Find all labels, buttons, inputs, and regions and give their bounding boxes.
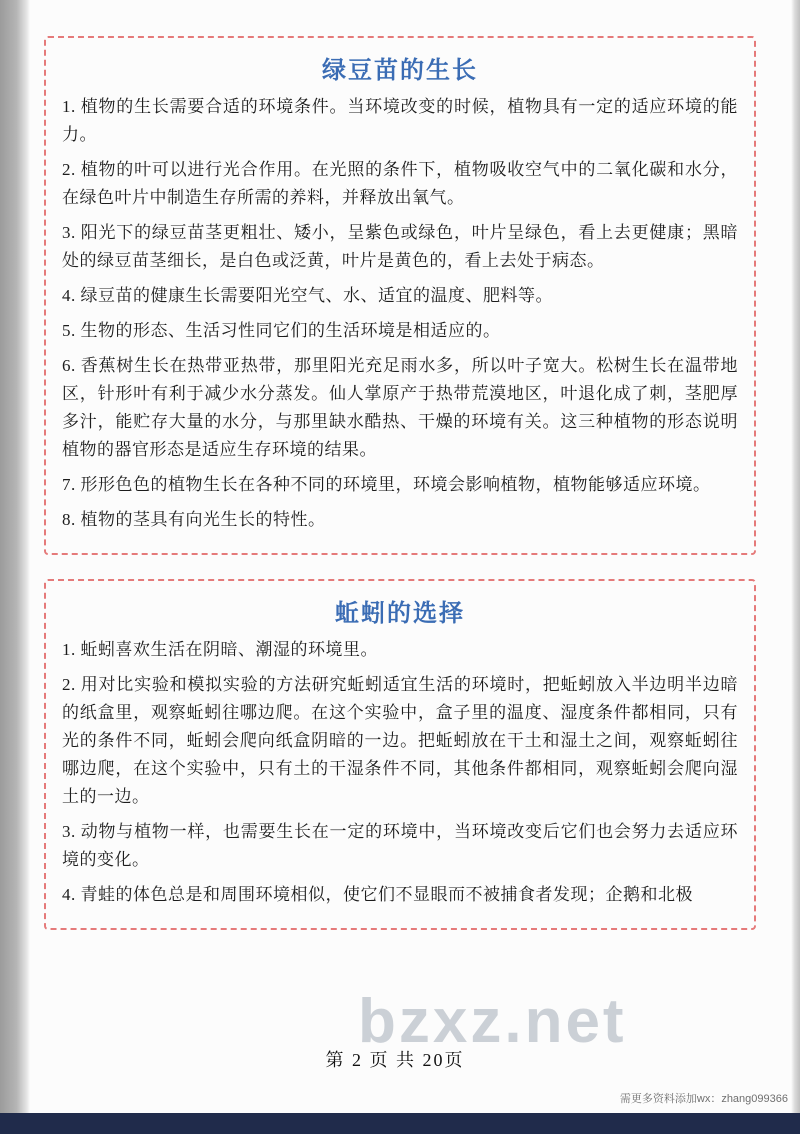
note-item: 5. 生物的形态、生活习性同它们的生活环境是相适应的。	[62, 321, 501, 340]
note-item: 3. 阳光下的绿豆苗茎更粗壮、矮小，呈紫色或绿色，叶片呈绿色，看上去更健康；黑暗处的绿豆苗茎细长，是白色或泛黄，叶片是黄色的，看上去处于病态。	[62, 223, 738, 270]
note-item: 7. 形形色色的植物生长在各种不同的环境里，环境会影响植物，植物能够适应环境。	[62, 475, 711, 494]
note-item: 2. 用对比实验和模拟实验的方法研究蚯蚓适宜生活的环境时，把蚯蚓放入半边明半边暗的纸盒里，观察蚯蚓往哪边爬。在这个实验中，盒子里的温度、湿度条件都相同，只有光的条件不同，蚯蚓会爬向纸盒阴暗的一边。把蚯蚓放在干土和湿土之间，观察蚯蚓往哪边爬，在这个实验中，只有土的干湿条件不同，其他条件都相同，观察蚯蚓会爬向湿土的一边。	[62, 675, 738, 806]
watermark: bzxz.net	[358, 987, 627, 1056]
note-item: 4. 青蛙的体色总是和周围环境相似，使它们不显眼而不被捕食者发现；企鹅和北极	[62, 885, 693, 904]
note-item: 8. 植物的茎具有向光生长的特性。	[62, 510, 326, 529]
contact-note: 需更多资料添加wx：zhang099366	[619, 1093, 788, 1105]
note-item: 4. 绿豆苗的健康生长需要阳光空气、水、适宜的温度、肥料等。	[62, 286, 553, 305]
section-earthworm-choice	[44, 579, 756, 930]
note-item: 3. 动物与植物一样，也需要生长在一定的环境中，当环境改变后它们也会努力去适应环境的变化。	[62, 822, 738, 869]
note-item: 1. 植物的生长需要合适的环境条件。当环境改变的时候，植物具有一定的适应环境的能力。	[62, 97, 738, 144]
note-item: 6. 香蕉树生长在热带亚热带，那里阳光充足雨水多，所以叶子宽大。松树生长在温带地区，针形叶有利于减少水分蒸发。仙人掌原产于热带荒漠地区，叶退化成了刺，茎肥厚多汁，能贮存大量的水分，与那里缺水酷热、干燥的环境有关。这三种植物的形态说明植物的器官形态是适应生存环境的结果。	[62, 356, 738, 459]
section-title: 蚯蚓的选择	[335, 600, 465, 627]
note-item: 1. 蚯蚓喜欢生活在阴暗、潮湿的环境里。	[62, 640, 378, 659]
section-mung-bean-growth	[44, 36, 756, 555]
bottom-bar	[0, 1113, 800, 1134]
page-number: 第 2 页 共 20页	[325, 1050, 465, 1070]
scan-edge-left	[0, 0, 30, 1134]
scan-edge-right	[791, 0, 800, 1134]
document-page	[44, 36, 756, 954]
note-item: 2. 植物的叶可以进行光合作用。在光照的条件下，植物吸收空气中的二氧化碳和水分，在绿色叶片中制造生存所需的养料，并释放出氧气。	[62, 160, 738, 207]
section-title: 绿豆苗的生长	[322, 57, 478, 84]
